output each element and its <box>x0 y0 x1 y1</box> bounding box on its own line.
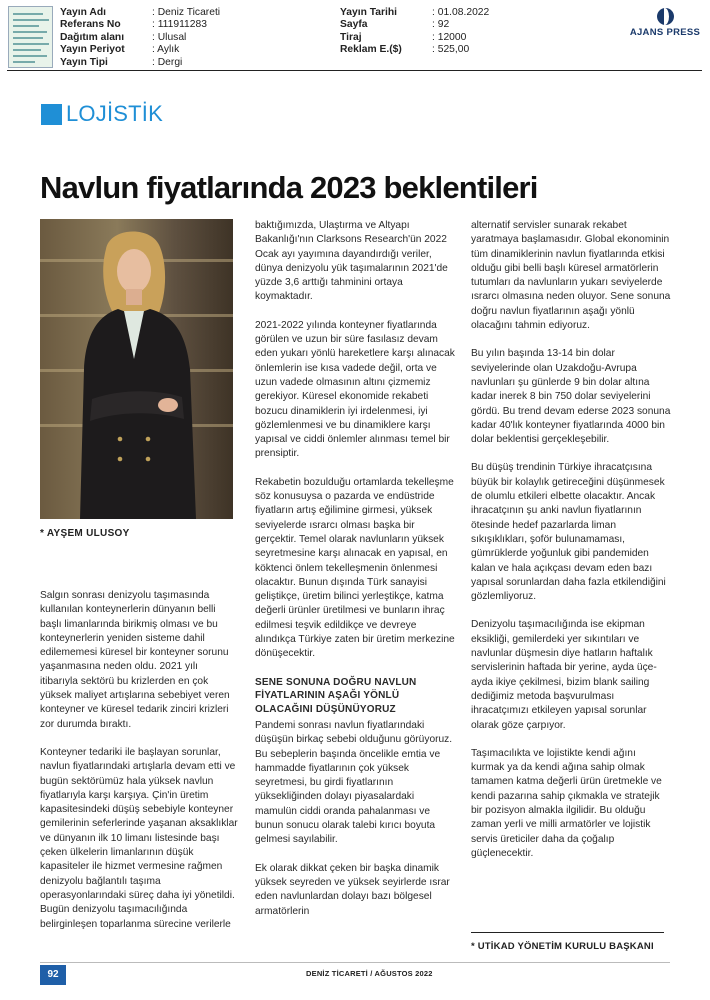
paragraph: Bu düşüş trendinin Türkiye ihracatçısına büyük bir kolaylık getireceğini düşünmesek de olumlu etkileri elbette olacaktır. Ancak ihracatçının şu anki navlun fiyatlarının ötesinde hedef pazarlarda liman sıkışıklıkları, şoför bulunamaması, gümrüklerde yoğunluk gibi pandemiden kalan ve hala açıkçası devam eden bazı yapısal sorunlardan daha fazla etkilendiğini gözlemliyoruz. <box>471 462 666 603</box>
meta-value: : Ulusal <box>152 31 187 43</box>
meta-value: : 01.08.2022 <box>432 7 490 18</box>
meta-row <box>60 19 220 31</box>
meta-key: Tiraj <box>340 31 362 43</box>
header-divider <box>7 70 702 71</box>
meta-key: Yayın Tarihi <box>340 7 398 18</box>
meta-key: Yayın Tipi <box>60 56 108 68</box>
author-signature: * UTİKAD YÖNETİM KURULU BAŞKANI <box>471 941 654 952</box>
paragraph: baktığımızda, Ulaştırma ve Altyapı Bakanlığı'nın Clarksons Research'ün 2022 Ocak ayı yayımına dayandırdığı veriler, dünya denizyolu yük taşımalarının 2021'de yüzde 3,6 arttığı tahminini ortaya koymaktadır. <box>255 220 448 303</box>
photo-caption: * AYŞEM ULUSOY <box>40 528 130 539</box>
signature-divider <box>471 932 664 933</box>
paragraph: Bu yılın başında 13-14 bin dolar seviyelerinde olan Uzakdoğu-Avrupa navlunları şu günlerde 9 bin dolar altına kadar inerek 8 bin 750 dolar seviyelerini gördü. Bu trend devam ederse 2023 sonuna kadar 40'lık konteyner fiyatlarında 4000 bin dolar beklentisi gerçekleşebilir. <box>471 348 671 446</box>
paragraph: Konteyner tedariki ile başlayan sorunlar, navlun fiyatlarındaki artışlarla devam etti ve bugün sektörümüz hala yüksek navlun fiyatlarıyla karşı karşıya. Çin'in üretim kapasitesindeki düşüş sebebiyle konteyner gemilerinin seferlerinde yaşanan aksaklıklar ve dünyanın ilk 10 limanı listesinde başı çeken ülkelerin limanlarının düşük kapasiteler ile hizmet vermesine rağmen denizyolu bağlantılı taşıma operasyonlarındaki süreç daha iyi yönetildi. Bugün denizyolu taşımacılığında belirginleşen toparlanma sürecine verilerle <box>40 746 238 930</box>
paragraph: 2021-2022 yılında konteyner fiyatlarında görülen ve uzun bir süre fasılasız devam eden yukarı yönlü hareketlere karşı alınacak önlemlerin ise kısa vadede değil, orta ve uzun vadede olmasının altını çizmemiz gerekiyor. Küresel ekonomide rekabeti bozucu dinamiklerin iyi irdelenmesi, iyi gözlemlenmesi ve bu dinamiklere karşı yapısal ve ciddi önlemler alınması temel bir prensiptir. <box>255 319 455 460</box>
meta-value: : 12000 <box>432 31 467 43</box>
clipping-meta-left <box>60 7 220 69</box>
paragraph: Denizyolu taşımacılığında ise ekipman eksikliği, gemilerdeki yer sıkıntıları ve navlunlar düşmesin diye hatların haftalık servislerinin haftada bir yerine, ayda üçe-ayda ikiye çekilmesi, bizim blank sailing dediğimiz metoda başvurulması ihracatçımızı etkileyen yapısal sorunlar olarak göze çarpıyor. <box>471 619 657 731</box>
clipping-header <box>0 0 710 72</box>
meta-row <box>60 32 220 44</box>
paragraph: Ek olarak dikkat çeken bir başka dinamik yüksek seyreden ve yüksek seyirlerde ısrar eden navlunlardan dolayı bazı bölgesel armatörlerin <box>255 862 450 917</box>
ajans-press-logo-icon <box>657 8 674 25</box>
paragraph: Taşımacılıkta ve lojistikte kendi ağını kurmak ya da kendi ağına sahip olmak tamamen katma değerli ürün üretmekle ve kendi pazarına sahip çıkmakla ve stratejik bir pozisyon almakla ilgilidir. Bu olduğu zaman yerli ve milli armatörler ve lojistik servis üreticiler daha da çoğalıp güçlenecektir. <box>471 747 662 859</box>
footer-divider <box>40 962 670 963</box>
logo-text: AJANS PRESS <box>629 27 701 38</box>
article-title: Navlun fiyatlarında 2023 beklentileri <box>40 170 538 205</box>
article-column-3 <box>471 219 671 875</box>
meta-key: Reklam E.($) <box>340 44 402 56</box>
meta-row <box>340 32 489 44</box>
ajans-press-logo <box>629 8 701 38</box>
paragraph: alternatif servisler sunarak rekabet yaratmaya başlamasıdır. Global ekonominin tüm dinamiklerinin navlun fiyatlarında etkisi olduğu gibi belli başlı küresel armatörlerin tutumları da navlunların yukarı seviyelerde ısrarcı olmasına neden oluyor. Sene sonuna doğru navlun fiyatlarının aşağı yönlü olacağını tahmin ediyoruz. <box>471 220 671 332</box>
article-column-1 <box>40 589 238 946</box>
page-thumbnail[interactable] <box>8 6 53 68</box>
paragraph: Salgın sonrası denizyolu taşımasında kullanılan konteynerlerin dünyanın belli başlı limanlarında birikmiş olması ve bu konteynerlerin yeniden sisteme dahil edilememesi küresel bir konteyner sorunu yaşanmasına neden oldu. 2021 yılı itibarıyla sektörü bu krizlerden en çok yüksek maliyet artışlarına sebebiyet veren konteyner ve küresel tedarik zinciri krizleri zor durumda bıraktı. <box>40 590 230 730</box>
meta-key: Yayın Periyot <box>60 44 125 56</box>
meta-key: Yayın Adı <box>60 7 106 18</box>
section-label-text: LOJİSTİK <box>66 101 163 126</box>
meta-row <box>60 7 220 19</box>
paragraph: Pandemi sonrası navlun fiyatlarındaki düşüşün birkaç sebebi olduğunu görüyoruz. Bu sebeplerin başında öncelikle emtia ve hammadde fiyatlarının çok yüksek seyretmesi, bu girdi fiyatlarının yüksekliğinden dolayı piyasalardaki mamulün ciddi oranda pahalanması ve bunun sonucu olarak talebi kırıcı boyuta gelmesi sayılabilir. <box>255 720 453 846</box>
meta-row <box>60 44 220 56</box>
portrait-figure <box>40 219 233 519</box>
author-photo <box>40 219 233 519</box>
meta-row <box>340 7 489 19</box>
section-label <box>41 101 163 127</box>
article-subheading: SENE SONUNA DOĞRU NAVLUN FİYATLARININ AŞAĞI YÖNLÜ OLACAĞINI DÜŞÜNÜYORUZ <box>255 676 417 716</box>
meta-value: : Deniz Ticareti <box>152 7 221 18</box>
meta-value: : Dergi <box>152 56 183 68</box>
section-square-icon <box>41 104 62 125</box>
meta-value: : 525,00 <box>432 44 470 56</box>
paragraph: Rekabetin bozulduğu ortamlarda tekelleşme söz konusuysa o pazarda ve endüstride fiyatların artış eğilimine girmesi, yüksek seviyelerde ısrarcı olması başka bir gerçektir. Temel olarak navlunların yüksek seyretmesine karşı alınacak en yapısal, en köktenci önlem tekelleşmenin önlenmesi olacaktır. Bunun dışında Türk sanayisi geliştikçe, üretim bilinci yerleştikçe, katma değerli ürünler üretilmesi ve bunların ihraç edilmesi teşvik edildikçe ve devreye alındıkça Türkiye zaten bir üretim merkezine dönüşecektir. <box>255 476 455 660</box>
meta-value: : Aylık <box>152 44 180 56</box>
meta-key: Dağıtım alanı <box>60 31 125 43</box>
meta-key: Sayfa <box>340 19 368 31</box>
meta-row <box>340 19 489 31</box>
meta-value: : 111911283 <box>152 19 207 31</box>
footer-publication: DENİZ TİCARETİ / AĞUSTOS 2022 <box>306 969 433 978</box>
page-number: 92 <box>40 965 66 985</box>
meta-key: Referans No <box>60 19 121 31</box>
clipping-meta-right <box>340 7 489 57</box>
meta-row <box>340 44 489 56</box>
article-column-2 <box>255 219 455 933</box>
meta-value: : 92 <box>432 19 450 31</box>
meta-row <box>60 57 220 69</box>
